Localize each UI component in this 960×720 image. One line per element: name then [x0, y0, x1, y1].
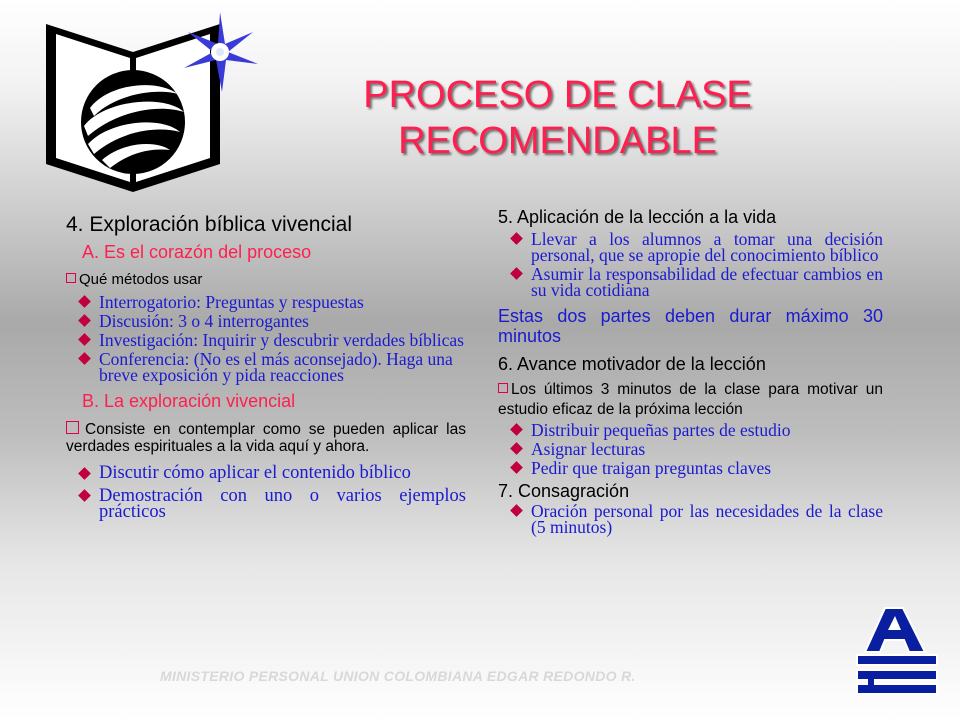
list-item: Llevar a los alumnos a tomar una decisión personal, que se apropie del conocimiento bíblico: [498, 231, 883, 263]
section-6-note: Los últimos 3 minutos de la clase para motivar un estudio eficaz de la próxima lección: [498, 381, 883, 418]
section-6-list: [498, 422, 883, 476]
methods-subheading: [66, 270, 466, 290]
diamond-bullet-icon: [78, 467, 91, 480]
list-item: Interrogatorio: Preguntas y respuestas: [66, 294, 466, 310]
section-5-heading: 5. Aplicación de la lección a la vida: [498, 207, 777, 227]
section-5-list: [498, 231, 883, 298]
list-item: Distribuir pequeñas partes de estudio: [498, 422, 883, 438]
section-4-heading: 4. Exploración bíblica vivencial: [66, 213, 352, 236]
list-item: Demostración con uno o varios ejemplos prácticos: [66, 488, 466, 520]
list-item: Pedir que traigan preguntas claves: [498, 460, 883, 476]
diamond-bullet-icon: [510, 461, 523, 474]
diamond-bullet-icon: [510, 423, 523, 436]
part-b-heading: B. La exploración vivencial: [82, 391, 296, 411]
diamond-bullet-icon: [510, 504, 523, 517]
part-a-heading: A. Es el corazón del proceso: [82, 242, 312, 262]
footer-text: MINISTERIO PERSONAL UNION COLOMBIANA EDGAR REDONDO R.: [160, 668, 636, 684]
list-item: Discutir cómo aplicar el contenido bíblico: [66, 461, 466, 485]
apply-list: [66, 461, 466, 520]
duration-note: Estas dos partes deben durar máximo 30 minutos: [498, 306, 883, 346]
diamond-bullet-icon: [78, 489, 91, 502]
list-item: Conferencia: (No es el más aconsejado). Haga una breve exposición y pida reacciones: [66, 351, 466, 383]
book-icon: [46, 24, 220, 192]
section-7-list: [498, 503, 883, 535]
right-column: [498, 205, 883, 538]
consiste-paragraph: Consiste en contemplar como se pueden aplicar las verdades espirituales a la vida aquí y ahora.: [66, 421, 466, 455]
book-logo: [38, 12, 268, 197]
diamond-bullet-icon: [78, 333, 91, 346]
left-column: [66, 212, 466, 523]
section-7-heading: 7. Consagración: [498, 481, 630, 501]
title-line-2: RECOMENDABLE: [398, 120, 717, 162]
square-bullet-icon: [66, 273, 76, 283]
square-bullet-icon: [66, 421, 79, 434]
list-item: Asumir la responsabilidad de efectuar cambios en su vida cotidiana: [498, 266, 883, 298]
title-line-1: PROCESO DE CLASE: [363, 74, 752, 116]
diamond-bullet-icon: [510, 267, 523, 280]
diamond-bullet-icon: [78, 295, 91, 308]
square-bullet-icon: [498, 383, 508, 393]
diamond-bullet-icon: [510, 232, 523, 245]
diamond-bullet-icon: [78, 314, 91, 327]
list-item: Discusión: 3 o 4 interrogantes: [66, 313, 466, 329]
aic-logo: [845, 600, 950, 700]
list-item: Asignar lecturas: [498, 441, 883, 457]
methods-label: Qué métodos usar: [79, 271, 203, 288]
list-item: Investigación: Inquirir y descubrir verdades bíblicas: [66, 332, 466, 348]
methods-list: [66, 294, 466, 383]
diamond-bullet-icon: [510, 442, 523, 455]
diamond-bullet-icon: [78, 352, 91, 365]
page-title: [300, 72, 815, 164]
list-item: Oración personal por las necesidades de la clase (5 minutos): [498, 503, 883, 535]
section-6-heading: 6. Avance motivador de la lección: [498, 354, 766, 374]
